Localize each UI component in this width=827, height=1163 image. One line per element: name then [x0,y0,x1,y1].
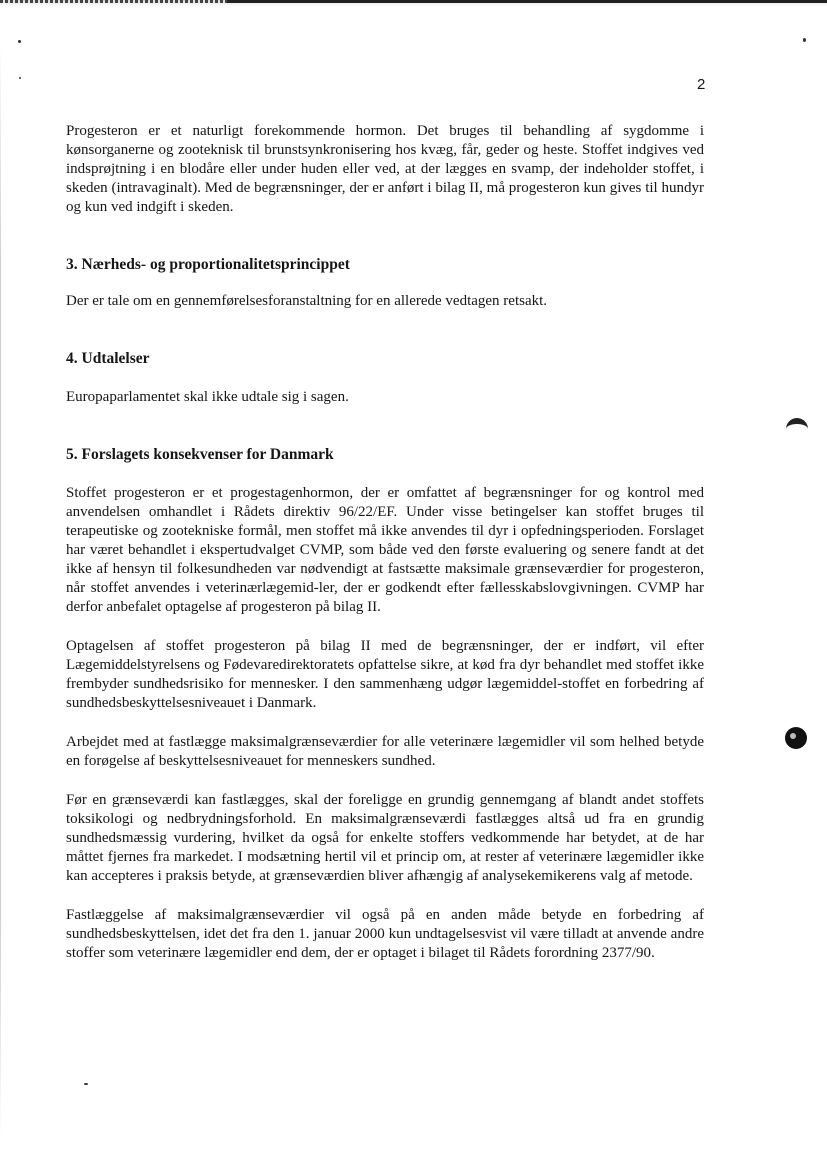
scan-speck [19,77,21,79]
intro-paragraph: Progesteron er et naturligt forekommende hormon. Det bruges til behandling af sygdomme i kønsorganerne og zooteknisk til brunstsynkronisering hos kvæg, får, geder og heste. Stoffet indgives ved indsprøjtning i en blodåre eller under huden eller ved, at der lægges en svamp, der indeholder stoffet, i skeden (intravaginalt). Med de begrænsninger, der er anført i bilag II, må progesteron kun gives til hundyr og kun ved indgift i skeden. [66,123,704,215]
punch-hole [785,727,807,749]
scan-left-edge [0,40,1,1140]
scan-top-edge [0,0,827,6]
section-5-heading: 5. Forslagets konsekvenser for Danmark [66,446,334,463]
section-5-paragraph: Før en grænseværdi kan fastlægges, skal der foreligge en grundig gennemgang af blandt andet stoffets toksikologi og nedbrydningsforhold. En maksimalgrænseværdi fastlægges altså ud fra en grundig sundhedsmæssig vurdering, hvilket da også for enkelte stoffers vedkommende har betydet, at de har måttet fjernes fra markedet. I modsætning hertil vil et princip om, at rester af veterinære lægemidler ikke kan accepteres i praksis betyde, at grænseværdien bliver afhængig af analysekemikerens valg af metode. [66,792,704,884]
section-5-paragraph: Fastlæggelse af maksimalgrænseværdier vil også på en anden måde betyde en forbedring af sundhedsbeskyttelsen, idet det fra den 1. januar 2000 kun undtagelsesvist vil være tilladt at anvende andre stoffer som veterinære lægemidler end dem, der er optaget i bilaget til Rådets forordning 2377/90. [66,907,704,961]
scan-speck [84,1083,88,1085]
section-5-paragraph: Arbejdet med at fastlægge maksimalgrænseværdier for alle veterinære lægemidler vil som helhed betyde en forøgelse af beskyttelsesniveauet for menneskers sundhed. [66,734,704,769]
punch-hole-mark [786,418,808,440]
scan-speck [803,38,806,42]
section-4-heading: 4. Udtalelser [66,350,150,367]
section-4-text: Europaparlamentet skal ikke udtale sig i sagen. [66,389,349,405]
document-body [66,122,704,963]
section-5-paragraph: Optagelsen af stoffet progesteron på bilag II med de begrænsninger, der er indført, vil efter Lægemiddelstyrelsens og Fødevaredirektoratets opfattelse sikre, at kød fra dyr behandlet med stoffet ikke frembyder sundhedsrisiko for mennesker. I den sammenhæng udgør lægemiddel-stoffet en forbedring af sundhedsbeskyttelsesniveauet i Danmark. [66,638,704,711]
section-3-text: Der er tale om en gennemførelsesforanstaltning for en allerede vedtagen retsakt. [66,293,548,309]
scan-speck [18,40,21,43]
page-number: 2 [697,76,706,93]
section-3-heading: 3. Nærheds- og proportionalitetsprincippet [66,256,350,273]
section-5-paragraph: Stoffet progesteron er et progestagenhormon, der er omfattet af begrænsninger for og kontrol med anvendelsen omhandlet i Rådets direktiv 96/22/EF. Under visse betingelser kan stoffet bruges til terapeutiske og zootekniske formål, men stoffet må ikke anvendes til dyr i opfedningsperioden. Forslaget har været behandlet i ekspertudvalget CVMP, som både ved den første evaluering og senere fandt at det ikke af hensyn til folkesundheden var nødvendigt at fastsætte maksimale grænseværdier for progesteron, når stoffet anvendes i veterinærlægemid-ler, der er godkendt efter fællesskabslovgivningen. CVMP har derfor anbefalet optagelse af progesteron på bilag II. [66,485,704,615]
